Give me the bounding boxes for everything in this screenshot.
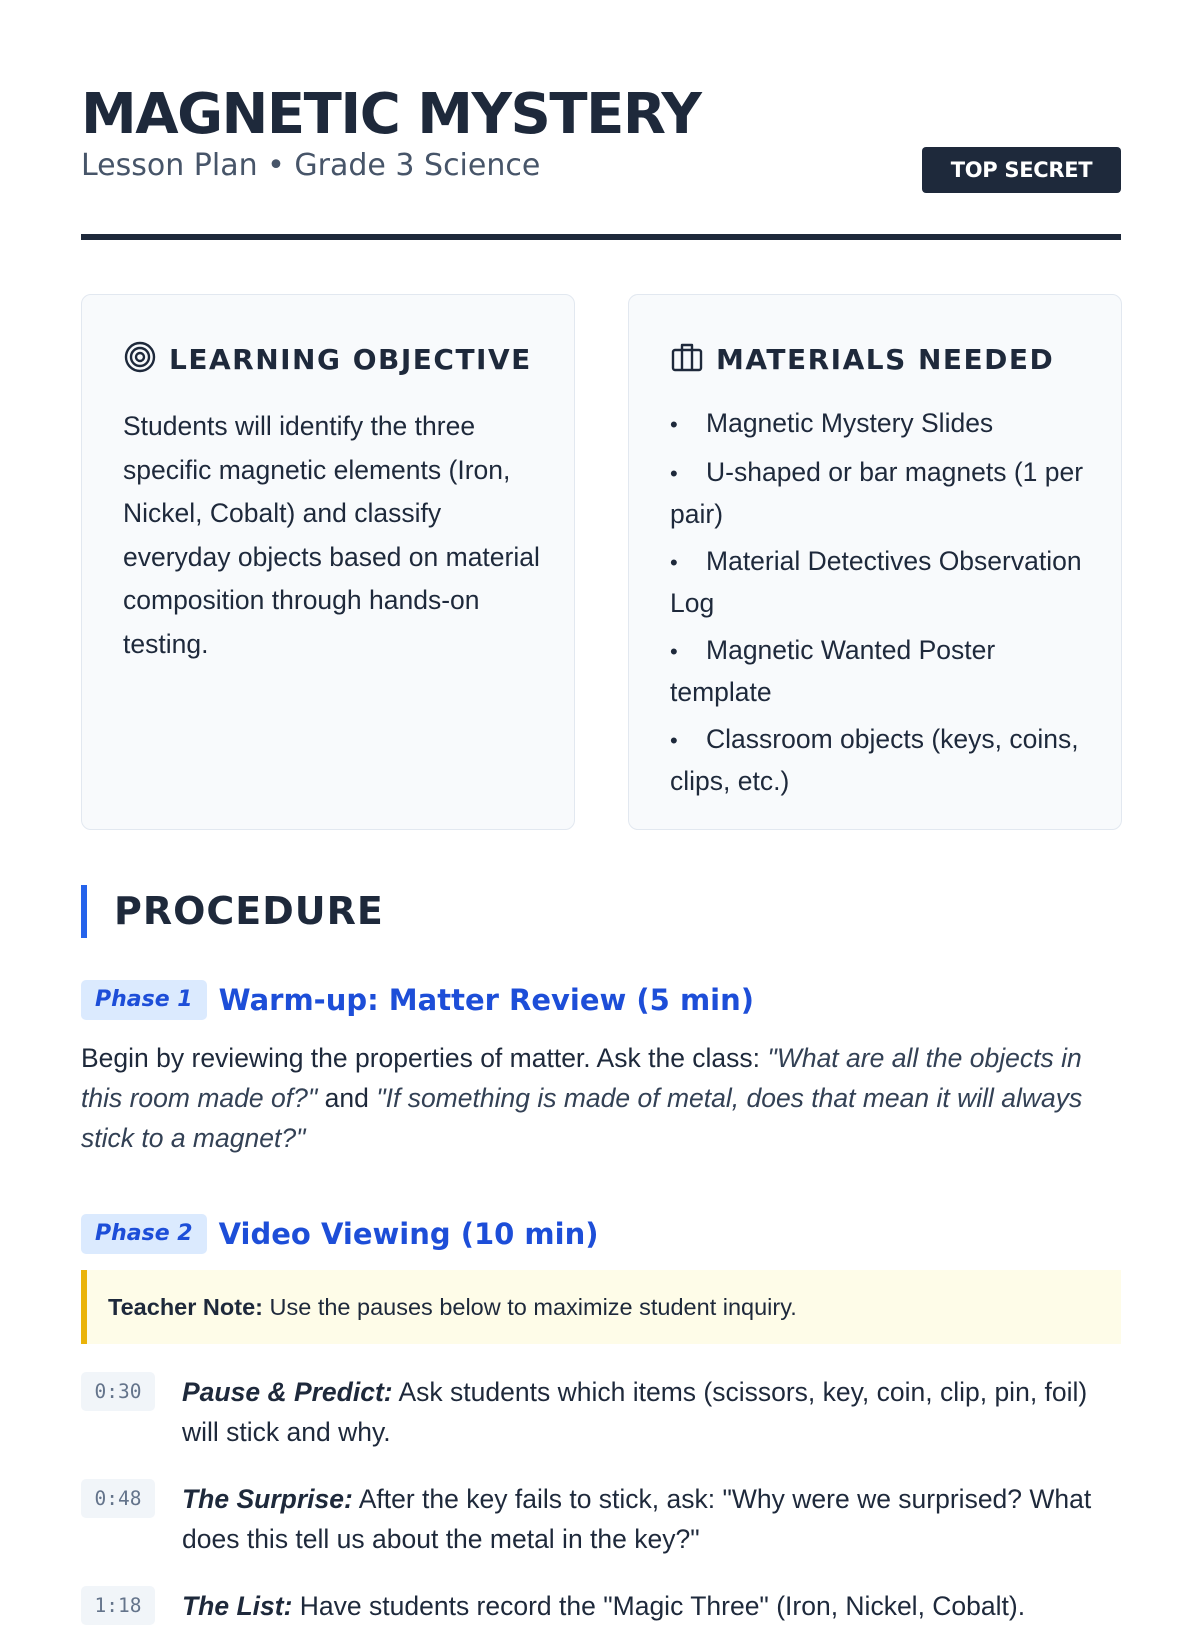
header-divider [81, 234, 1121, 240]
bullet-icon: • [670, 639, 678, 664]
page-subtitle: Lesson Plan • Grade 3 Science [81, 148, 541, 183]
phase-1-tag: Phase 1 [81, 980, 207, 1020]
material-item: U-shaped or bar magnets (1 per pair) [670, 457, 1084, 529]
bullet-icon: • [670, 728, 678, 753]
materials-title: MATERIALS NEEDED [716, 343, 1055, 376]
lesson-plan-page [81, 0, 1121, 1621]
timeline-description: After the key fails to stick, ask: "Why were we surprised? What does this tell us about the metal in the key?" [182, 1484, 1092, 1554]
timeline-label: The Surprise: [182, 1484, 353, 1514]
phase-1-question-2: "If something is made of metal, does that mean it will always stick to a magnet?" [81, 1083, 1083, 1153]
timeline-label: The List: [182, 1591, 293, 1621]
page-title: MAGNETIC MYSTERY [81, 82, 701, 147]
timeline-description: Have students record the "Magic Three" (Iron, Nickel, Cobalt). [292, 1591, 1026, 1621]
timecode-badge: 0:30 [81, 1372, 155, 1411]
list-item [670, 403, 1090, 445]
target-icon [123, 340, 157, 379]
phase-1-connector: and [317, 1083, 377, 1113]
top-secret-badge: TOP SECRET [922, 147, 1121, 193]
phase-2-tag: Phase 2 [81, 1214, 207, 1254]
list-item [670, 719, 1090, 801]
list-item [670, 630, 1090, 712]
learning-objective-text: Students will identify the three specific magnetic elements (Iron, Nickel, Cobalt) and classify everyday objects based on material composition through hands-on testing. [123, 411, 540, 659]
phase-2-header [81, 1214, 599, 1254]
teacher-note [81, 1270, 1121, 1344]
phase-1-question-1: "What are all the objects in this room made of?" [81, 1043, 1082, 1113]
timeline-description: Ask students which items (scissors, key, coin, clip, pin, foil) will stick and why. [182, 1377, 1088, 1447]
material-item: Magnetic Mystery Slides [706, 408, 994, 438]
phase-2-title: Video Viewing (10 min) [218, 1217, 599, 1251]
teacher-note-label: Teacher Note: [108, 1294, 263, 1320]
procedure-heading: PROCEDURE [114, 889, 384, 933]
teacher-note-text: Use the pauses below to maximize student inquiry. [262, 1294, 797, 1320]
learning-objective-header [123, 340, 532, 379]
learning-objective-title: LEARNING OBJECTIVE [169, 343, 532, 376]
material-item: Material Detectives Observation Log [670, 546, 1082, 618]
material-item: Magnetic Wanted Poster template [670, 635, 996, 707]
phase-1-header [81, 980, 754, 1020]
phase-1-title: Warm-up: Matter Review (5 min) [218, 983, 755, 1017]
briefcase-icon [670, 340, 704, 379]
procedure-accent-bar [81, 885, 87, 938]
materials-header [670, 340, 1054, 379]
materials-card [628, 294, 1122, 830]
list-item [670, 541, 1090, 623]
materials-list [670, 403, 1090, 808]
phase-1-intro: Begin by reviewing the properties of matter. Ask the class: [81, 1043, 768, 1073]
bullet-icon: • [670, 412, 678, 437]
timeline-text [182, 1372, 1102, 1452]
phase-1-text [81, 1038, 1091, 1158]
timecode-badge: 0:48 [81, 1479, 155, 1518]
bullet-icon: • [670, 550, 678, 575]
bullet-icon: • [670, 461, 678, 486]
learning-objective-card [81, 294, 575, 830]
timeline-text [182, 1586, 1102, 1626]
timecode-badge: 1:18 [81, 1586, 155, 1625]
material-item: Classroom objects (keys, coins, clips, etc.) [670, 724, 1079, 796]
timeline-text [182, 1479, 1102, 1559]
list-item [670, 452, 1090, 534]
timeline-label: Pause & Predict: [182, 1377, 393, 1407]
